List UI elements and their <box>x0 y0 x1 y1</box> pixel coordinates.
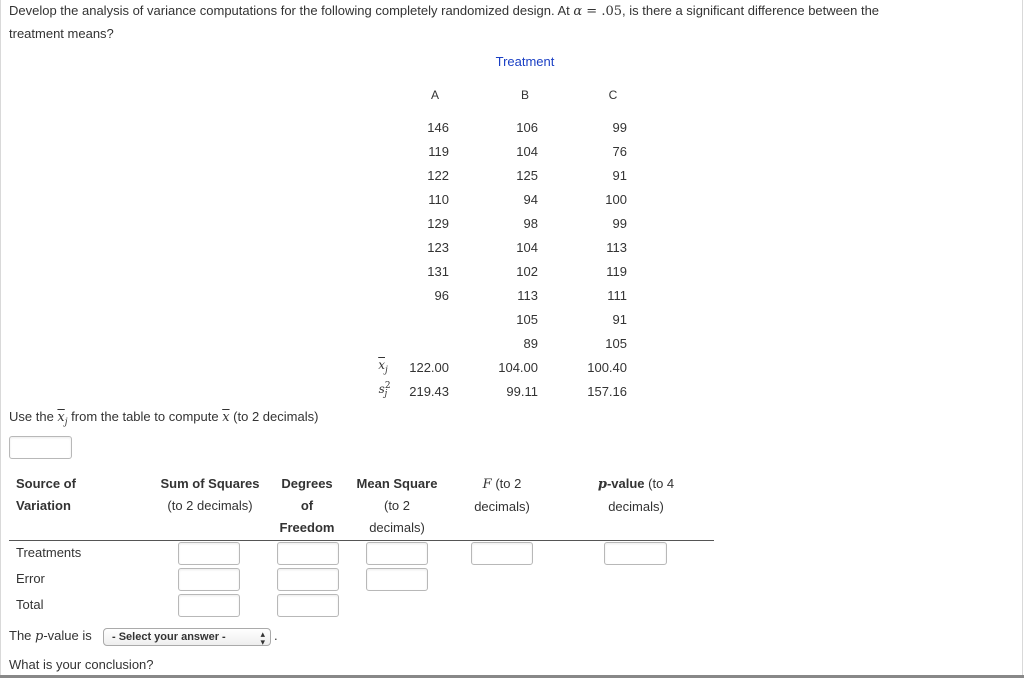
data-cell-b: 125 <box>516 168 538 183</box>
column-header-b: B <box>520 88 529 102</box>
data-cell-b: 113 <box>517 288 538 303</box>
treatment-header: Treatment <box>495 54 555 69</box>
error-df-input[interactable] <box>277 568 339 591</box>
total-ss-input[interactable] <box>178 594 240 617</box>
header-sum-of-squares: Sum of Squares (to 2 decimals) <box>160 476 260 513</box>
treatments-ms-input[interactable] <box>366 542 428 565</box>
data-cell-c: 100 <box>605 192 627 207</box>
header-f: F (to 2 decimals) <box>474 476 530 514</box>
data-cell-a: 122 <box>427 168 449 183</box>
header-p-value: p-value (to 4 decimals) <box>597 476 675 514</box>
total-df-input[interactable] <box>277 594 339 617</box>
data-cell-b: 89 <box>523 336 538 351</box>
data-cell-c: 99 <box>612 216 627 231</box>
grand-mean-prompt: Use the $\overline{x}_j$ from the table to compute $\overline{x}$ (to 2 decimals) <box>9 409 319 428</box>
data-cell-c: 113 <box>606 240 627 255</box>
data-cell-b: 104 <box>516 240 538 255</box>
data-cell-b: 98 <box>523 216 538 231</box>
data-cell-b: 94 <box>523 192 538 207</box>
pvalue-period: . <box>274 628 278 643</box>
data-cell-a: 96 <box>434 288 449 303</box>
question-text: Develop the analysis of variance computations for the following completely randomized design. At α = .05, is there a significant difference between the treatment means? <box>9 3 880 41</box>
data-cell-a: 146 <box>427 120 449 135</box>
data-cell-c: 119 <box>606 264 627 279</box>
column-header-c: C <box>608 88 618 102</box>
data-cell-c: 91 <box>612 312 627 327</box>
header-degrees-of-freedom: Degrees of Freedom <box>279 476 335 535</box>
error-ms-input[interactable] <box>366 568 428 591</box>
mean-label: $\overline{x}_j$ <box>378 358 388 376</box>
row-label-treatments: Treatments <box>16 545 82 560</box>
select-arrows-icon: ▴ ▾ <box>260 629 265 647</box>
data-cell-b: 105 <box>516 312 538 327</box>
variance-b: 99.11 <box>506 384 538 399</box>
mean-b: 104.00 <box>498 360 538 375</box>
data-cell-c: 76 <box>612 144 627 159</box>
mean-a: 122.00 <box>409 360 449 375</box>
data-cell-b: 102 <box>516 264 538 279</box>
mean-c: 100.40 <box>587 360 627 375</box>
data-cell-a: 131 <box>427 264 449 279</box>
pvalue-select[interactable]: - Select your answer - ▴ ▾ <box>103 628 271 646</box>
data-cell-a: 119 <box>428 144 449 159</box>
data-cell-c: 91 <box>612 168 627 183</box>
treatments-df-input[interactable] <box>277 542 339 565</box>
treatments-ss-input[interactable] <box>178 542 240 565</box>
conclusion-prompt: What is your conclusion? <box>9 657 154 672</box>
variance-label: $s^2_j$ <box>378 381 391 400</box>
data-cell-b: 104 <box>516 144 538 159</box>
header-mean-square: Mean Square (to 2 decimals) <box>356 476 438 535</box>
row-label-total: Total <box>16 597 44 612</box>
table-divider <box>9 540 714 541</box>
variance-a: 219.43 <box>409 384 449 399</box>
row-label-error: Error <box>16 571 45 586</box>
data-cell-c: 99 <box>612 120 627 135</box>
header-source: Source of Variation <box>16 476 76 513</box>
data-cell-b: 106 <box>516 120 538 135</box>
error-ss-input[interactable] <box>178 568 240 591</box>
data-cell-a: 110 <box>428 192 449 207</box>
treatments-f-input[interactable] <box>471 542 533 565</box>
treatments-pvalue-input[interactable] <box>604 542 667 565</box>
column-header-a: A <box>430 88 439 102</box>
data-cell-c: 105 <box>605 336 627 351</box>
data-cell-a: 123 <box>427 240 449 255</box>
data-cell-c: 111 <box>607 288 627 303</box>
variance-c: 157.16 <box>587 384 627 399</box>
grand-mean-input[interactable] <box>9 436 72 459</box>
data-cell-a: 129 <box>427 216 449 231</box>
pvalue-prompt: The p-value is <box>9 628 92 644</box>
